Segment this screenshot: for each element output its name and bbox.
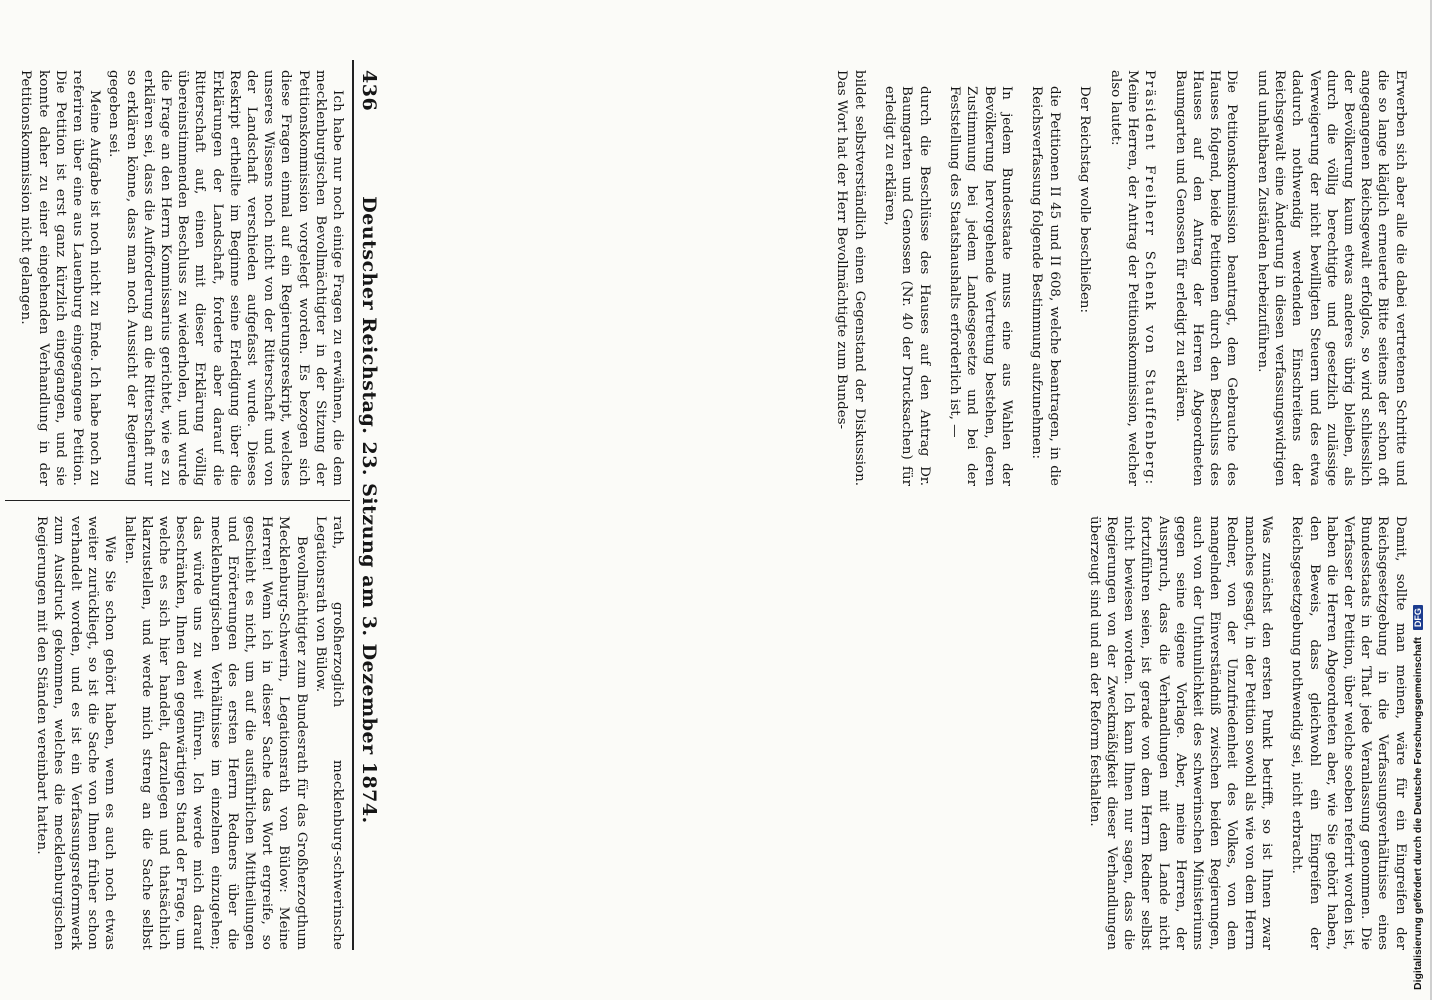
speaker-line [1107,70,1159,486]
speaker-text: Meine Herren, der Antrag der Petitionskommission, welcher also lautet: [1107,70,1140,486]
motion-quote: In jedem Bundesstaate muss eine aus Wahlen der Bevölkerung hervorgehende Vertretung bestehen, deren Zustimmung bei jedem Landesgesetze und bei der Feststellung des Staatshaushalts erforderlich ist, — [947,86,1014,486]
closing-line: bildet selbstverständlich einen Gegenstand der Diskussion. Das Wort hat der Herr Bevollmächtigte zum Bundes- [834,70,867,486]
speaker-name: Präsident Freiherr Schenk von Stauffenberg: [1142,70,1158,486]
motion-item: die Petitionen II 45 und II 608, welche beantragen, in die Reichsverfassung folgende Bestimmung aufzunehmen: [1029,86,1062,486]
paragraph: Ich habe nur noch einige Fragen zu erwähnen, die dem mecklenburgischen Bevollmächtigter in der Sitzung der Petitionskommission vorgelegt worden. Es bezogen sich diese Fragen einmal auf ein Regierungsreskript, welches unseres Wissens noch nicht von der Ritterschaft und von der Landschaft verschieden aufgefasst wurde. Dieses Reskript ertheilte im Beginne seine Erledigung über die Erklärungen der Landschaft, forderte aber darauf die Ritterschaft auf, einen mit dieser Erklärung völlig übereinstimmenden Beschluss zu wiederholen, und wurde die Frage an den Herrn Kommissarius gerichtet, wie es zu erklären sei, dass die Aufforderung an die Ritterschaft nur so erklären könne, dass man noch Aussicht der Regierung gegeben sei. [106,70,345,486]
paragraph: rath, großherzoglich mecklenburg-schwerinsche Legationsrath von Bülow. [312,516,345,950]
credit-text: Digitalisierung gefördert durch die Deutsche Forschungsgemeinschaft [1412,637,1424,990]
page-number: 436 [358,70,380,112]
paragraph: Damit, sollte man meinen, wäre für ein Eingreifen der Reichsgesetzgebung in die Verfassungsverhältnisse eines Bundesstaats in der That jede Veranlassung genommen. Die Verfasser der Petition, über welche soeben referirt worden ist, haben die Herren Abgeordneten aber, wie Sie gehört haben, den Beweis, dass gleichwohl ein Eingreifen der Reichsgesetzgebung nothwendig sei, nicht erbracht. [1289,516,1408,950]
right-column-lower [392,516,1422,950]
left-column-lower [392,70,1422,486]
paragraph: Was zunächst den ersten Punkt betrifft, so ist Ihnen zwar manches gesagt, in der Petition sowohl als wie von dem Herrn Redner, von der Unzufriedenheit des Volkes, von dem mangelnden Einverständniß zwischen beiden Regierungen, auch von der Unthunlichkeit des schwerinschen Ministeriums gegen seine eigene Vorlage. Aber, meine Herren, der Ausspruch, dass die Verhandlungen mit dem Lande nicht fortzuführen seien, ist gerade von dem Herrn Redner selbst nicht bewiesen worden. Ich kann Ihnen nur sagen, dass die Regierungen von der Zweckmäßigkeit dieser Verhandlungen überzeugt sind und an der Reform festhalten. [1086,516,1274,950]
column-divider [5,500,350,501]
paragraph: Bevollmächtigter zum Bundesrath für das Großherzogthum Mecklenburg-Schwerin, Legationsrath von Bülow: Meine Herren! Wenn ich in dieser Sache das Wort ergreife, so geschieht es nicht, um auf die ausführlichen Mittheilungen und Erörterungen des ersten Herrn Redners über die mecklenburgischen Verhältnisse im einzelnen einzugehen; das würde uns zu weit führen. Ich werde mich darauf beschränken, Ihnen den gegenwärtigen Stand der Frage, um welche es sich hier handelt, darzulegen und thatsächlich klarzustellen, und werde mich streng an die Sache selbst halten. [121,516,309,950]
page-header [358,70,392,950]
motion-tail: durch die Beschlüsse des Hauses auf den Antrag Dr. Baumgarten und Genossen (Nr. 40 der Drucksachen) für erledigt zu erklären, [882,86,932,486]
paragraph: Die Petitionskommission beantragt, dem Gebrauche des Hauses folgend, beide Petitionen durch den Beschluss des Hauses auf den Antrag der Herren Abgeordneten Baumgarten und Genossen für erledigt zu erklären. [1172,70,1240,486]
paragraph: Wie Sie schon gehört haben, wenn es auch noch etwas weiter zurückliegt, so ist die Sache von Ihnen früher schon verhandelt worden, und es ist ein Verfassungsreformwerk zum Ausdruck gekommen, welches die mecklenburgischen Regierungen mit den Ständen vereinbart hatten. [33,516,118,950]
motion-lead: Der Reichstag wolle beschließen: [1077,86,1093,314]
page-title: Deutscher Reichstag. 23. Sitzung am 3. Dezember 1874. [358,196,380,824]
paragraph: Meine Aufgabe ist noch nicht zu Ende. Ich habe noch zu referiren über eine aus Lauenburg eingegangene Petition. Die Petition ist erst ganz kürzlich eingegangen, und sie konnte daher zu einer eingehenden Verhandlung in der Petitionskommission nicht gelangen. [18,70,103,486]
right-column [6,516,346,950]
left-column [6,70,346,486]
paragraph: Erwerben sich aber alle die dabei vertretenen Schritte und die so lange kläglich erneuerte Bitte seitens der schon oft angegangenen Reichsgewalt erfolglos, so wird schliesslich der Bevölkerung kaum etwas anderes übrig bleiben, als durch die völlig berechtigte und gesetzlich zulässige Verweigerung der nicht bewilligten Steuern und des etwa dadurch nothwendig werdenden Einschreitens der Reichsgewalt eine Änderung in diesen verfassungswidrigen und unhaltbaren Zuständen herbeizuführen. [1254,70,1408,486]
header-rule [352,60,354,950]
dfg-logo: DFG [1413,605,1423,630]
